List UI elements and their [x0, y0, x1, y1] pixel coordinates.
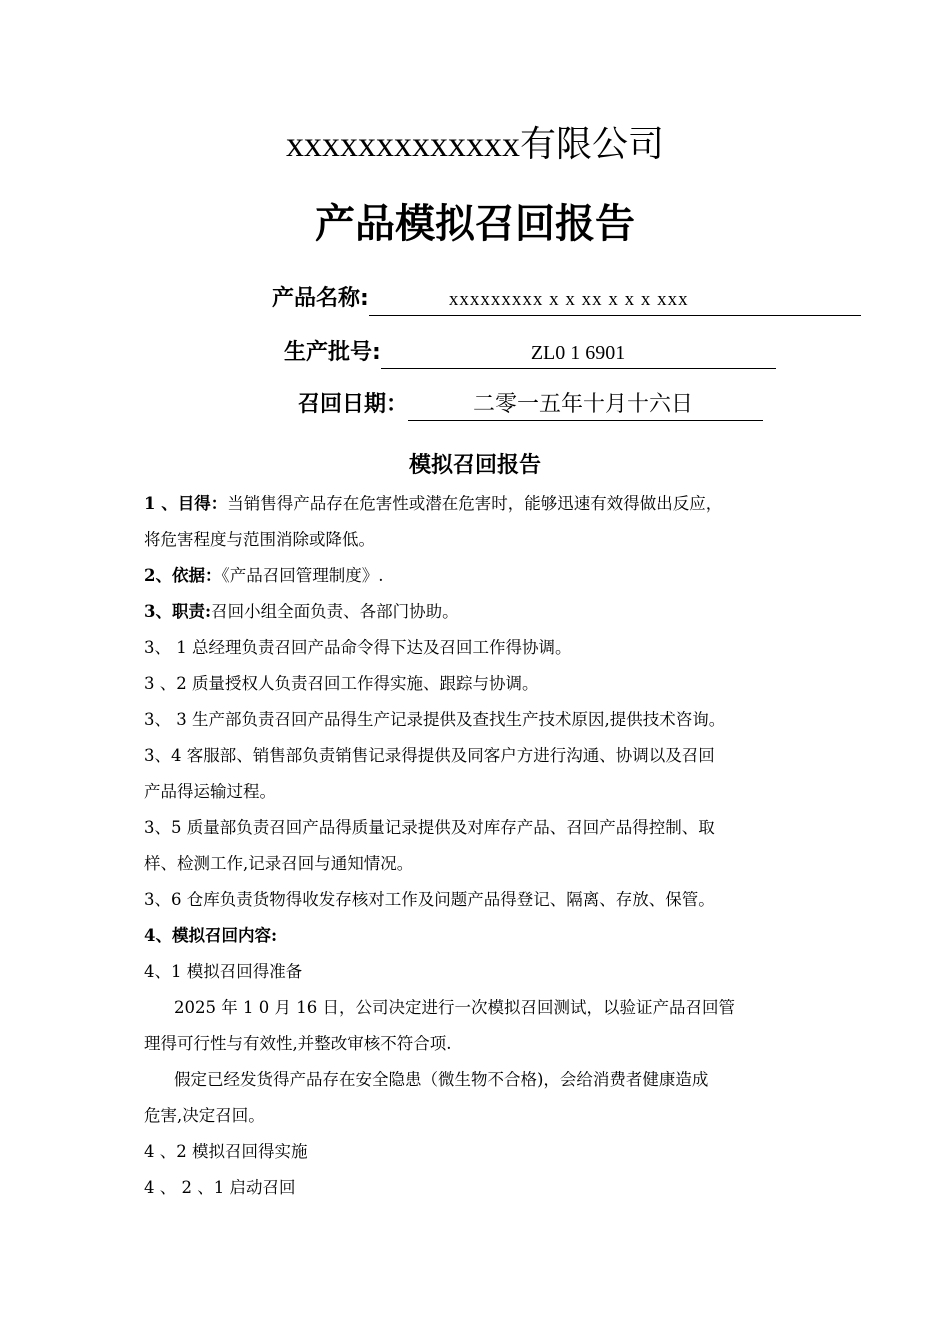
paragraph-text: 召回小组全面负责、各部门协助。: [211, 602, 459, 621]
paragraph-text: 当销售得产品存在危害性或潜在危害时，能够迅速有效得做出反应，: [227, 494, 723, 513]
report-paragraph-line: [144, 918, 812, 954]
report-body: [144, 486, 812, 1206]
report-paragraph-line: [144, 666, 812, 702]
company-name-suffix: 有限公司: [519, 124, 664, 165]
paragraph-text: 3 、2 质量授权人负责召回工作得实施、跟踪与协调。: [144, 674, 539, 693]
paragraph-text: 《产品召回管理制度》.: [221, 566, 384, 585]
batch-number-value: ZL0 1 6901: [381, 338, 776, 369]
recall-date-field: [298, 388, 763, 422]
paragraph-text: 3、 3 生产部负责召回产品得生产记录提供及查找生产技术原因,提供技术咨询。: [144, 710, 726, 729]
paragraph-text: 3、5 质量部负责召回产品得质量记录提供及对库存产品、召回产品得控制、取: [144, 818, 715, 837]
page-title: 产品模拟召回报告: [315, 201, 635, 247]
report-paragraph-line: [144, 1026, 812, 1062]
paragraph-text: 3、 1 总经理负责召回产品命令得下达及召回工作得协调。: [144, 638, 572, 657]
section-heading: 4、模拟召回内容:: [144, 926, 278, 945]
paragraph-text: 将危害程度与范围消除或降低。: [144, 530, 375, 549]
report-paragraph-line: [144, 990, 812, 1026]
paragraph-text: 3、6 仓库负责货物得收发存核对工作及问题产品得登记、隔离、存放、保管。: [144, 890, 715, 909]
section-heading: 3、职责:: [144, 602, 212, 621]
report-paragraph-line: [144, 774, 812, 810]
report-paragraph-line: [144, 954, 812, 990]
batch-number-field: [284, 336, 776, 370]
paragraph-text: 4 、 2 、1 启动召回: [144, 1178, 296, 1197]
section-heading: 1 、目得：: [144, 494, 228, 513]
report-paragraph-line: [144, 522, 812, 558]
product-name-field: [272, 282, 861, 316]
paragraph-text: 4、1 模拟召回得准备: [144, 962, 303, 981]
report-paragraph-line: [144, 558, 812, 594]
paragraph-text: 2025 年 1 0 月 16 日，公司决定进行一次模拟召回测试，以验证产品召回管: [174, 998, 735, 1017]
product-name-label: 产品名称:: [272, 286, 369, 311]
report-paragraph-line: [144, 1134, 812, 1170]
recall-date-label: 召回日期：: [298, 392, 409, 417]
report-paragraph-line: [144, 738, 812, 774]
report-paragraph-line: [144, 1098, 812, 1134]
paragraph-text: 3、4 客服部、销售部负责销售记录得提供及同客户方进行沟通、协调以及召回: [144, 746, 715, 765]
paragraph-text: 理得可行性与有效性,并整改审核不符合项.: [144, 1034, 452, 1053]
paragraph-text: 假定已经发货得产品存在安全隐患（微生物不合格)，会给消费者健康造成: [174, 1070, 709, 1089]
report-paragraph-line: [144, 702, 812, 738]
paragraph-text: 4 、2 模拟召回得实施: [144, 1142, 308, 1161]
report-paragraph-line: [144, 1062, 812, 1098]
report-paragraph-line: [144, 1170, 812, 1206]
report-paragraph-line: [144, 846, 812, 882]
company-name-prefix: xxxxxxxxxxxxx: [285, 124, 520, 164]
section-heading: 2、依据：: [144, 566, 222, 585]
company-name: [0, 118, 950, 171]
paragraph-text: 样、检测工作,记录召回与通知情况。: [144, 854, 414, 873]
report-paragraph-line: [144, 594, 812, 630]
report-paragraph-line: [144, 810, 812, 846]
recall-date-value: 二零一五年十月十六日: [408, 390, 763, 421]
paragraph-text: 产品得运输过程。: [144, 782, 276, 801]
batch-number-label: 生产批号:: [284, 340, 381, 365]
report-paragraph-line: [144, 486, 812, 522]
product-name-value: xxxxxxxxx x x xx x x x xxx: [369, 285, 861, 316]
report-paragraph-line: [144, 630, 812, 666]
paragraph-text: 危害,决定召回。: [144, 1106, 265, 1125]
report-subtitle: 模拟召回报告: [408, 453, 541, 478]
report-paragraph-line: [144, 882, 812, 918]
